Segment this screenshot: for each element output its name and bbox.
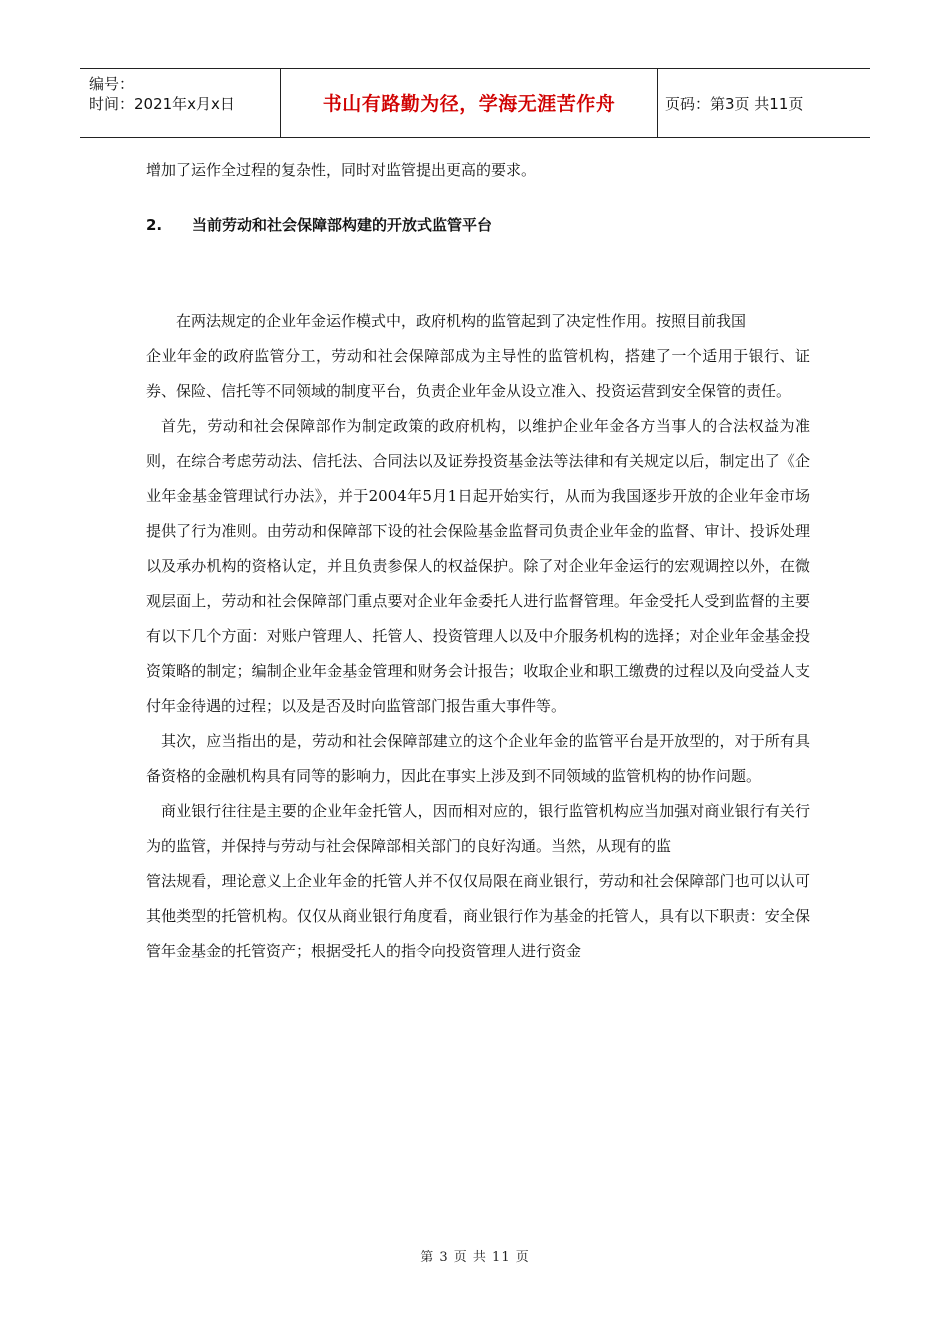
document-date-label: 时间：2021年x月x日 [89,95,235,113]
header-motto: 书山有路勤为径，学海无涯苦作舟 [322,93,616,115]
section-heading [146,210,810,240]
paragraph-custodian-duties: 管法规看，理论意义上企业年金的托管人并不仅仅局限在商业银行，劳动和社会保障部门也可以认可其他类型的托管机构。仅仅从商业银行角度看，商业银行作为基金的托管人，具有以下职责：安全保管年金基金的托管资产；根据受托人的指令向投资管理人进行资金 [146,872,810,960]
header-page-info: 页码：第3页 共11页 [665,95,804,113]
section-number: 2. [146,216,163,234]
paragraph-continuation: 增加了运作全过程的复杂性，同时对监管提出更高的要求。 [146,161,537,179]
document-body [146,153,810,969]
header-motto-cell [281,69,658,137]
paragraph-commercial-banks: 商业银行往往是主要的企业年金托管人，因而相对应的，银行监管机构应当加强对商业银行有关行为的监管，并保持与劳动与社会保障部相关部门的良好沟通。当然，从现有的监 [146,802,810,855]
header-info-cell [80,69,281,137]
section-spacer [146,240,810,304]
paragraph-first-point: 首先，劳动和社会保障部作为制定政策的政府机构，以维护企业年金各方当事人的合法权益为准则，在综合考虑劳动法、信托法、合同法以及证券投资基金法等法律和有关规定以后，制定出了《企业年金基金管理试行办法》，并于2004年5月1日起开始实行，从而为我国逐步开放的企业年金市场提供了行为准则。由劳动和保障部下设的社会保险基金监督司负责企业年金的监督、审计、投诉处理以及承办机构的资格认定，并且负责参保人的权益保护。除了对企业年金运行的宏观调控以外，在微观层面上，劳动和社会保障部门重点要对企业年金委托人进行监督管理。年金受托人受到监督的主要有以下几个方面：对账户管理人、托管人、投资管理人以及中介服务机构的选择；对企业年金基金投资策略的制定；编制企业年金基金管理和财务会计报告；收取企业和职工缴费的过程以及向受益人支付年金待遇的过程；以及是否及时向监管部门报告重大事件等。 [146,417,810,715]
paragraph-intro-continued: 企业年金的政府监管分工，劳动和社会保障部成为主导性的监管机构，搭建了一个适用于银行、证券、保险、信托等不同领域的制度平台，负责企业年金从设立准入、投资运营到安全保管的责任。 [146,347,810,400]
document-code-label: 编号： [89,75,135,93]
section-title: 当前劳动和社会保障部构建的开放式监管平台 [192,216,493,234]
page-footer: 第 3 页 共 11 页 [420,1250,530,1265]
paragraph-second-point: 其次，应当指出的是，劳动和社会保障部建立的这个企业年金的监管平台是开放型的，对于所有具备资格的金融机构具有同等的影响力，因此在事实上涉及到不同领域的监管机构的协作问题。 [146,732,810,785]
page-header [80,68,870,138]
header-page-cell [658,69,870,137]
paragraph-intro: 在两法规定的企业年金运作模式中，政府机构的监管起到了决定性作用。按照目前我国 [176,312,747,330]
